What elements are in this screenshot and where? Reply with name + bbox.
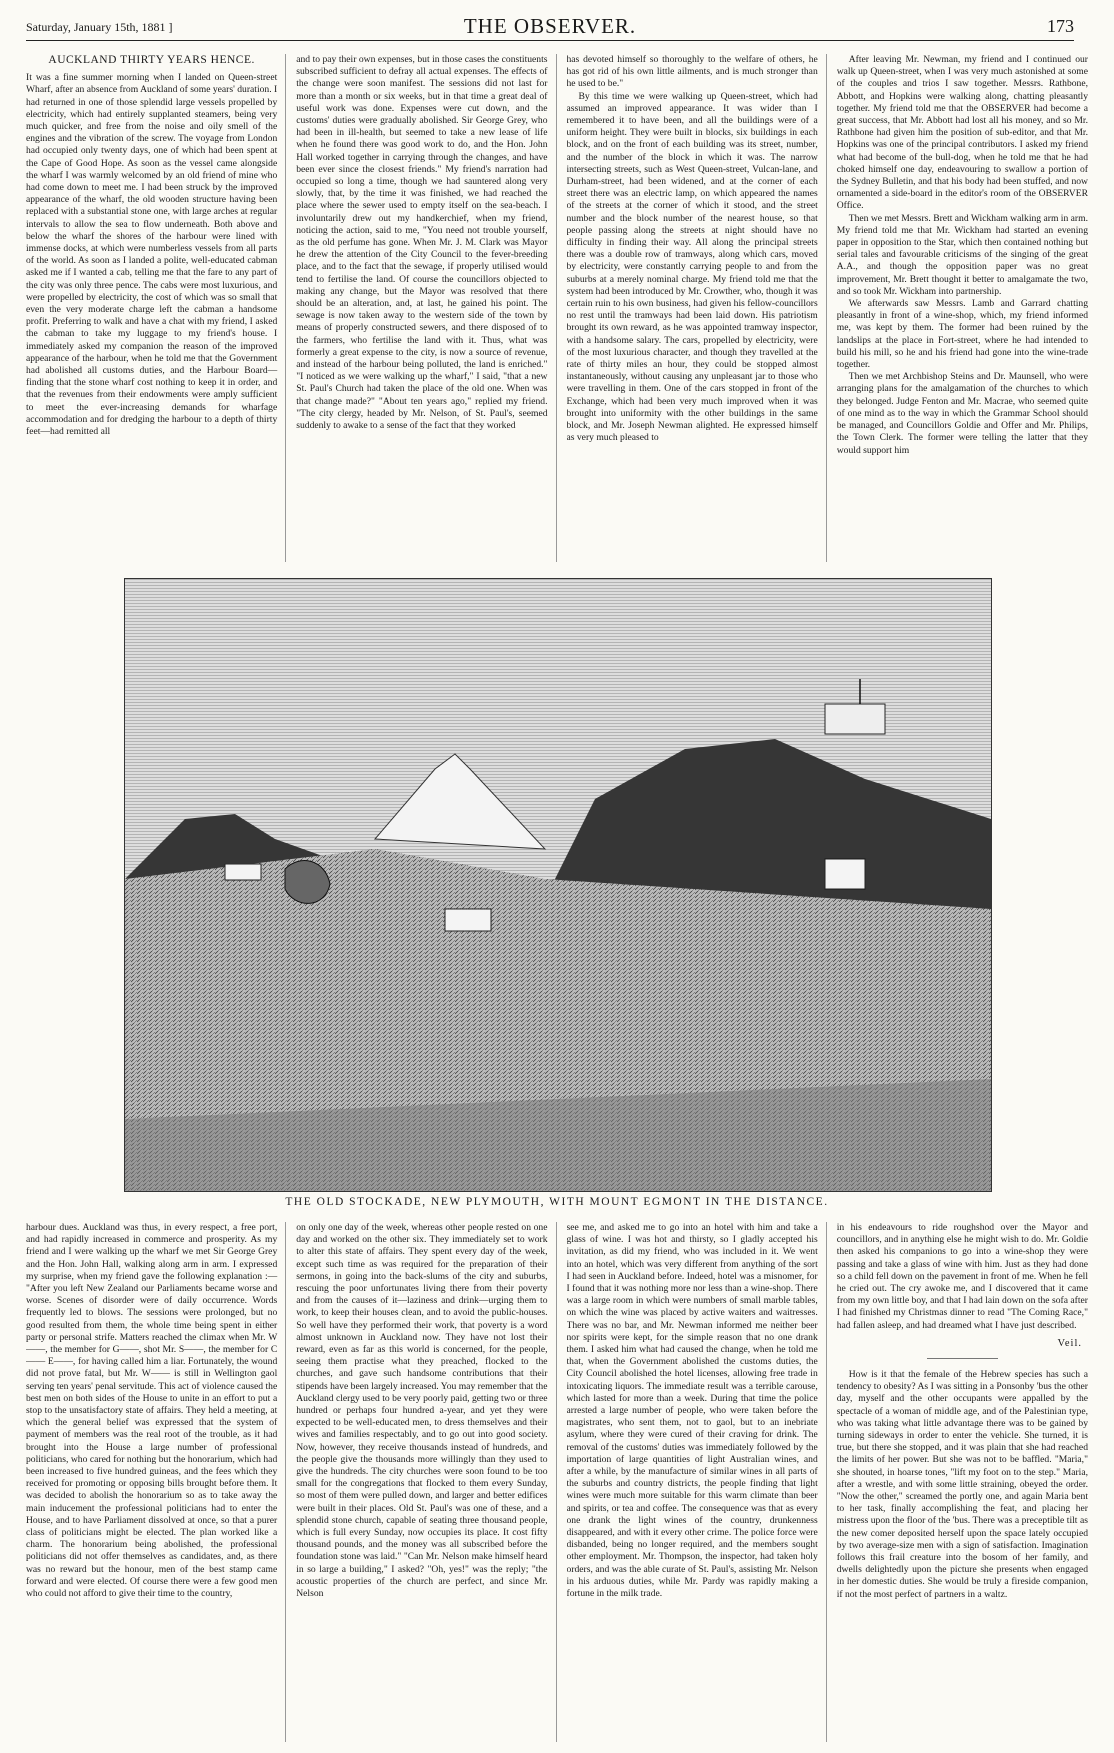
paragraph: Then we met Archbishop Steins and Dr. Maunsell, who were arranging plans for the amalgamation of the churches to which they belonged. Judge Fenton and Mr. Macrae, who seemed quite of one mind as to the way in which the Grammar School should be managed, and Councillors Goldie and Offer and Mr. Philips, the Town Clerk. The former were telling the latter that they would support him [836,371,1088,456]
author-signature: Veil. [1057,1337,1082,1349]
column-4 [837,54,1088,562]
cottage-left [225,864,261,880]
illustration-caption: THE OLD STOCKADE, NEW PLYMOUTH, WITH MOUNT EGMONT IN THE DISTANCE. [285,1196,829,1208]
article-headline: AUCKLAND THIRTY YEARS HENCE. [48,54,255,66]
column-3 [567,54,827,562]
paragraph: After leaving Mr. Newman, my friend and I continued our walk up Queen-street, when I was very much astonished at some of the couples and trios I saw together. Messrs. Rathbone, Abbott, and Hopkins were walking along, chatting pleasantly together. My friend told me that the OBSERVER had become a great success, that Mr. Abbott had lost all his money, and so Mr. Rathbone had given him the position of sub-editor, and that Mr. Hopkins was one of the principal contributors. I asked my friend what had become of the bull-dog, when he told me that he had choked himself one day, endeavouring to swallow a portion of the Sydney Bulletin, and that his body had been stuffed, and now ornamented a side-board in the editor's room of the OBSERVER Office. [836,54,1088,212]
section-divider [927,1358,997,1359]
paragraph: We afterwards saw Messrs. Lamb and Garrard chatting pleasantly in front of a wine-shop, which, my friend informed me, was kept by them. The former had been ruined by the landslips at the place in Fort-street, where he had intended to build his mill, so he and his friend had gone into the wine-trade together. [836,298,1088,371]
paragraph: in his endeavours to ride roughshod over the Mayor and councillors, and in anything else he might wish to do. Mr. Goldie then asked his companions to go into a wine-shop they were passing and take a glass of wine with him. Just as they had done so a child fell down on the pavement in front of me. When he fell he cried out. The cry awoke me, and I discovered that it came from my own little boy, and that I had lain down on the sofa after I had finished my Christmas dinner to read "The Coming Race," had fallen asleep, and had dreamed what I have just described. [836,1222,1088,1331]
paragraph: harbour dues. Auckland was thus, in every respect, a free port, and had rapidly increased in commerce and prosperity. As my friend and I were walking up the wharf we met Sir George Grey and the Hon. John Hall, walking along arm in arm. I expressed my surprise, when my friend gave the following explanation :— "After you left New Zealand our Parliaments became worse and worse. Scenes of disorder were of daily occurrence. Words frequently led to blows. The sessions were prolonged, but no good resulted from them, the whole time being spent in either party or personal strife. Matters reached the climax when Mr. W——, the member for G——, shot Mr. S——, the member for C—— E——, for having called him a liar. Fortunately, the wound did not prove fatal, but Mr. W—— is still in Wellington gaol serving ten years' penal servitude. This act of violence caused the best men on both sides of the House to unite in an effort to put a stop to the unsatisfactory state of affairs. They held a meeting, at which the general belief was expressed that the system of payment of members was the real root of the trouble, as it had brought into the House a large number of professional politicians, who cared for nothing but the honorarium, which had been increased to five hundred guineas, and the fees which they received for promoting or opposing bills brought before them. It was decided to abolish the honorarium so as to take away the main inducement the professional politicians had to enter the House, and to have Parliament dissolved at once, so that a purer class of politicians might be elected. The plan worked like a charm. The honorarium being abolished, the professional politicians did not offer themselves as candidates, and, as there was no reward but the honour, men of the best stamp came forward and were elected. Of course there were a few good men who could not afford to give their time to the country, [26,1222,278,1600]
column-1 [26,54,286,562]
column-3 [567,1222,827,1742]
paragraph: see me, and asked me to go into an hotel with him and take a glass of wine. I was hot and thirsty, so I gladly accepted his invitation, as did my friend, who was included in it. We went into an hotel, which was very different from anything of the sort I had seen in Auckland before. Indeed, hotel was a misnomer, for I found that it was nothing more nor less than a wine-shop. There was a large room in which were numbers of small marble tables, on which the wine was placed by active waiters and waitresses. There was no bar, and Mr. Newman informed me neither beer nor spirits were kept, for the simple reason that no one drank them. I asked him what had caused the change, when he told me that, when the Government abolished the customs duties, the City Council abolished the hotel licenses, allowing free trade in intoxicating liquors. The immediate result was a terrible carouse, which lasted for more than a week. During that time the police arrested a large number of people, who were taken before the magistrates, who sent them, not to gaol, but to an inebriate asylum, where they were cured of their craving for drink. The removal of the customs' duties was immediately followed by the importation of large quantities of light Australian wines, and after a while, by the manufacture of similar wines in all parts of the suburbs and country districts, the people finding that light wines were much more suitable for this warm climate than beer and spirits, or tea and coffee. The consequence was that as every one drank the light wines of the country, drunkenness disappeared, and with it every other crime. The police force were disbanded, being no longer required, and the members sought other employment. Mr. Thompson, the inspector, had taken holy orders, and was the able curate of St. Paul's, assisting Mr. Nelson in his arduous duties, while Mr. Pardy was rapidly making a fortune in the milk trade. [566,1222,818,1600]
paragraph: has devoted himself so thoroughly to the welfare of others, he has got rid of his own little ailments, and is much stronger than he used to be." [566,54,818,90]
paragraph: How is it that the female of the Hebrew species has such a tendency to obesity? As I was sitting in a Ponsonby 'bus the other day, myself and the other occupants were appalled by the spectacle of a woman of middle age, and of the Palestinian type, who was taking what little advantage there was to be gained by turning sideways in order to enter the vehicle. She turned, it is true, but there she stopped, and it was plain that she had reached the limits of her power. But she was not to be baffled. "Maria," she shouted, in hoarse tones, "lift my foot on to the step." Maria, after a wrestle, and with some little straining, obeyed the order. "Now the other," screamed the portly one, and again Maria bent to her task, finally accomplishing the feat, and placing her mistress upon the floor of the 'bus. There was a preceptible tilt as the new comer deposited herself upon the space lately occupied by two average-size men with a sign of satisfaction. Imagination follows this frail creature into the bosom of her family, and dwells delightedly upon the picture she presents when engaged in her domestic duties. She would be truly a fireside companion, if not the most perfect of partners in a waltz. [836,1369,1088,1600]
article-continuation-columns [26,1222,1088,1742]
engraving-illustration [124,578,992,1192]
column-4 [837,1222,1088,1742]
paragraph: on only one day of the week, whereas other people rested on one day and worked on the other six. They immediately set to work to alter this state of affairs. They spent every day of the week, except such time as was required for the preparation of their sermons, in going into the back-slums of the city and suburbs, rescuing the poor unfortunates living there from their poverty and from the causes of it—laziness and drink—urging them to work, to keep their houses clean, and to avoid the public-houses. So well have they performed their work, that poverty is a word almost unknown in Auckland now. They have not lost their reward, even as far as this world is concerned, for the people, seeing them practise what they preached, flocked to the churches, and gave such handsome contributions that their stipends have been largely increased. You may remember that the Auckland clergy used to be very poorly paid, getting two or three hundred or perhaps four hundred a-year, and yet they were expected to be well-educated men, to dress themselves and their wives and families respectably, and to go out into good society. Now, however, they receive thousands instead of hundreds, and the people give the thousands more willingly than they used to give the hundreds. The city churches were soon found to be too small for the congregations that flocked to them every Sunday, so most of them were pulled down, and larger and better edifices were built in their places. Old St. Paul's was one of these, and a splendid stone church, capable of seating three thousand people, which is full every Sunday, now occupies its place. It cost fifty thousand pounds, and the money was all subscribed before the foundation stone was laid." "Can Mr. Nelson make himself heard in so large a building," I asked? "Oh, yes!" was the reply; "the acoustic properties of the church are perfect, and since Mr. Nelson [296,1222,548,1600]
house-right [825,859,865,889]
page-number: 173 [1047,16,1074,36]
column-2 [296,1222,556,1742]
issue-date: Saturday, January 15th, 1881 ] [26,20,173,34]
landscape-engraving [125,579,991,1191]
stockade-building [825,704,885,734]
column-2 [296,54,556,562]
cottage-center [445,909,491,931]
paragraph: By this time we were walking up Queen-street, which had assumed an improved appearance. It was wider than I remembered it to have been, and all the buildings were of a uniform height. They were built in blocks, six buildings in each block, and on the front of each building was its street, number, and the number of the block in which it was. The narrow intersecting streets, such as West Queen-street, Vulcan-lane, and Durham-street, had been widened, and at the corner of each street there was an electric lamp, on which appeared the names of the streets at the corner of which it stood, and the street number and the block number of the nearest house, so that people passing along the streets at night should have no difficulty in finding their way. All along the principal streets there was a double row of tramways, along which cars, moved by electricity, were constantly carrying people to and from the suburbs at a merely nominal charge. My friend told me that the system had been introduced by Mr. Crowther, who, though it was certain ruin to his own business, had given his fellow-councillors no rest until the tramways had been laid down. His patriotism brought its own reward, as he was appointed tramway inspector, with a handsome salary. The cars, propelled by electricity, were of the most luxurious character, and though they travelled at the rate of thirty miles an hour, they could be stopped almost instantaneously, without causing any unpleasant jar to those who were travelling in them. One of the cars stopped in front of the Exchange, which had been very much improved when it was brought into uniformity with the other buildings in the same block, and Mr. Joseph Newman alighted. He expressed himself as very much pleased to [566,90,818,444]
column-1 [26,1222,286,1742]
page-header [26,10,1074,41]
paragraph: and to pay their own expenses, but in those cases the constituents subscribed sufficient to defray all actual expenses. The effects of the change were soon manifest. The sessions did not last for more than a month or six weeks, but in that time a great deal of useful work was done. Expenses were cut down, and the customs' duties were gradually abolished. Sir George Grey, who had been in ill-health, but seemed to take a new lease of life when he found there was good work to do, and the Hon. John Hall worked together in carrying through the changes, and have been ever since the closest friends." My friend's narration had occupied so long a time, though we had sauntered along very slowly, that, by the time it was finished, we had reached the place where the sewer used to empty itself on the sea-beach. I involuntarily drew out my handkerchief, when my friend, noticing the action, said to me, "You need not trouble yourself, as the old perfume has gone. When Mr. J. M. Clark was Mayor he drew the attention of the City Council to the fever-breeding place, and to the fact that the sewage, if properly utilised would tend to fertilise the land. Of course the councillors objected to making any change, but the Mayor was resolved that there should be an alteration, and, at last, he gained his point. The sewage is now taken away to the western side of the town by means of properly constructed sewers, and there disposed of to the farmers, who fertilise the land with it. Thus, what was formerly a great expense to the city, is now a source of revenue, and instead of the harbour being polluted, the land is enriched." "I noticed as we were walking up the wharf," I said, "that a new St. Paul's Church had taken the place of the old one. When was that change made?" "About ten years ago," replied my friend. "The city clergy, headed by Mr. Nelson, of St. Paul's, seemed suddenly to awake to a sense of the fact that they worked [296,54,548,432]
paragraph: Then we met Messrs. Brett and Wickham walking arm in arm. My friend told me that Mr. Wickham had started an evening paper in opposition to the Star, which then contained nothing but serial tales and favourable criticisms of the singing of the great A.A., and though the opposition paper was no great improvement, Mr. Brett thought it better to amalgamate the two, and so took Mr. Wickham into partnership. [836,212,1088,297]
paragraph: It was a fine summer morning when I landed on Queen-street Wharf, after an absence from Auckland of some years' duration. I had returned in one of those splendid large vessels propelled by electricity, which had entirely supplanted steamers, being very much quicker, and free from the noise and oily smell of the engines and the vibration of the screw. The voyage from London had occupied only twenty days, one of which had been spent at the Cape of Good Hope. As soon as the vessel came alongside the wharf I was warmly welcomed by an old friend of mine who had come down to meet me. I had been struck by the improved appearance of the wharf, the old wooden structure having been replaced with a substantial stone one, with large arches at regular intervals to allow the sea to flow underneath. Both above and below the wharf the shores of the harbour were lined with immense docks, at which were numberless vessels from all parts of the world. As soon as I landed a polite, well-educated cabman asked me if I wanted a cab, telling me that the fare to any part of the city was only three pence. The cabs were most luxurious, and were propelled by electricity, the cost of which was so small that even the very moderate charge left the cabman a handsome profit. Preferring to walk and have a chat with my friend, I asked the cabman to take my luggage to my friend's house. I immediately asked my companion the reason of the improved appearance of the harbour, when he told me that the Government had abolished all customs duties, and the Harbour Board—finding that the stone wharf cost nothing to keep it in order, and that the revenues from their endowments were amply sufficient to meet the ever-increasing demands for wharfage accommodation and for dredging the harbour to a depth of thirty feet—had remitted all [26,72,278,438]
article-top-columns [26,54,1088,562]
masthead: THE OBSERVER. [463,14,637,38]
